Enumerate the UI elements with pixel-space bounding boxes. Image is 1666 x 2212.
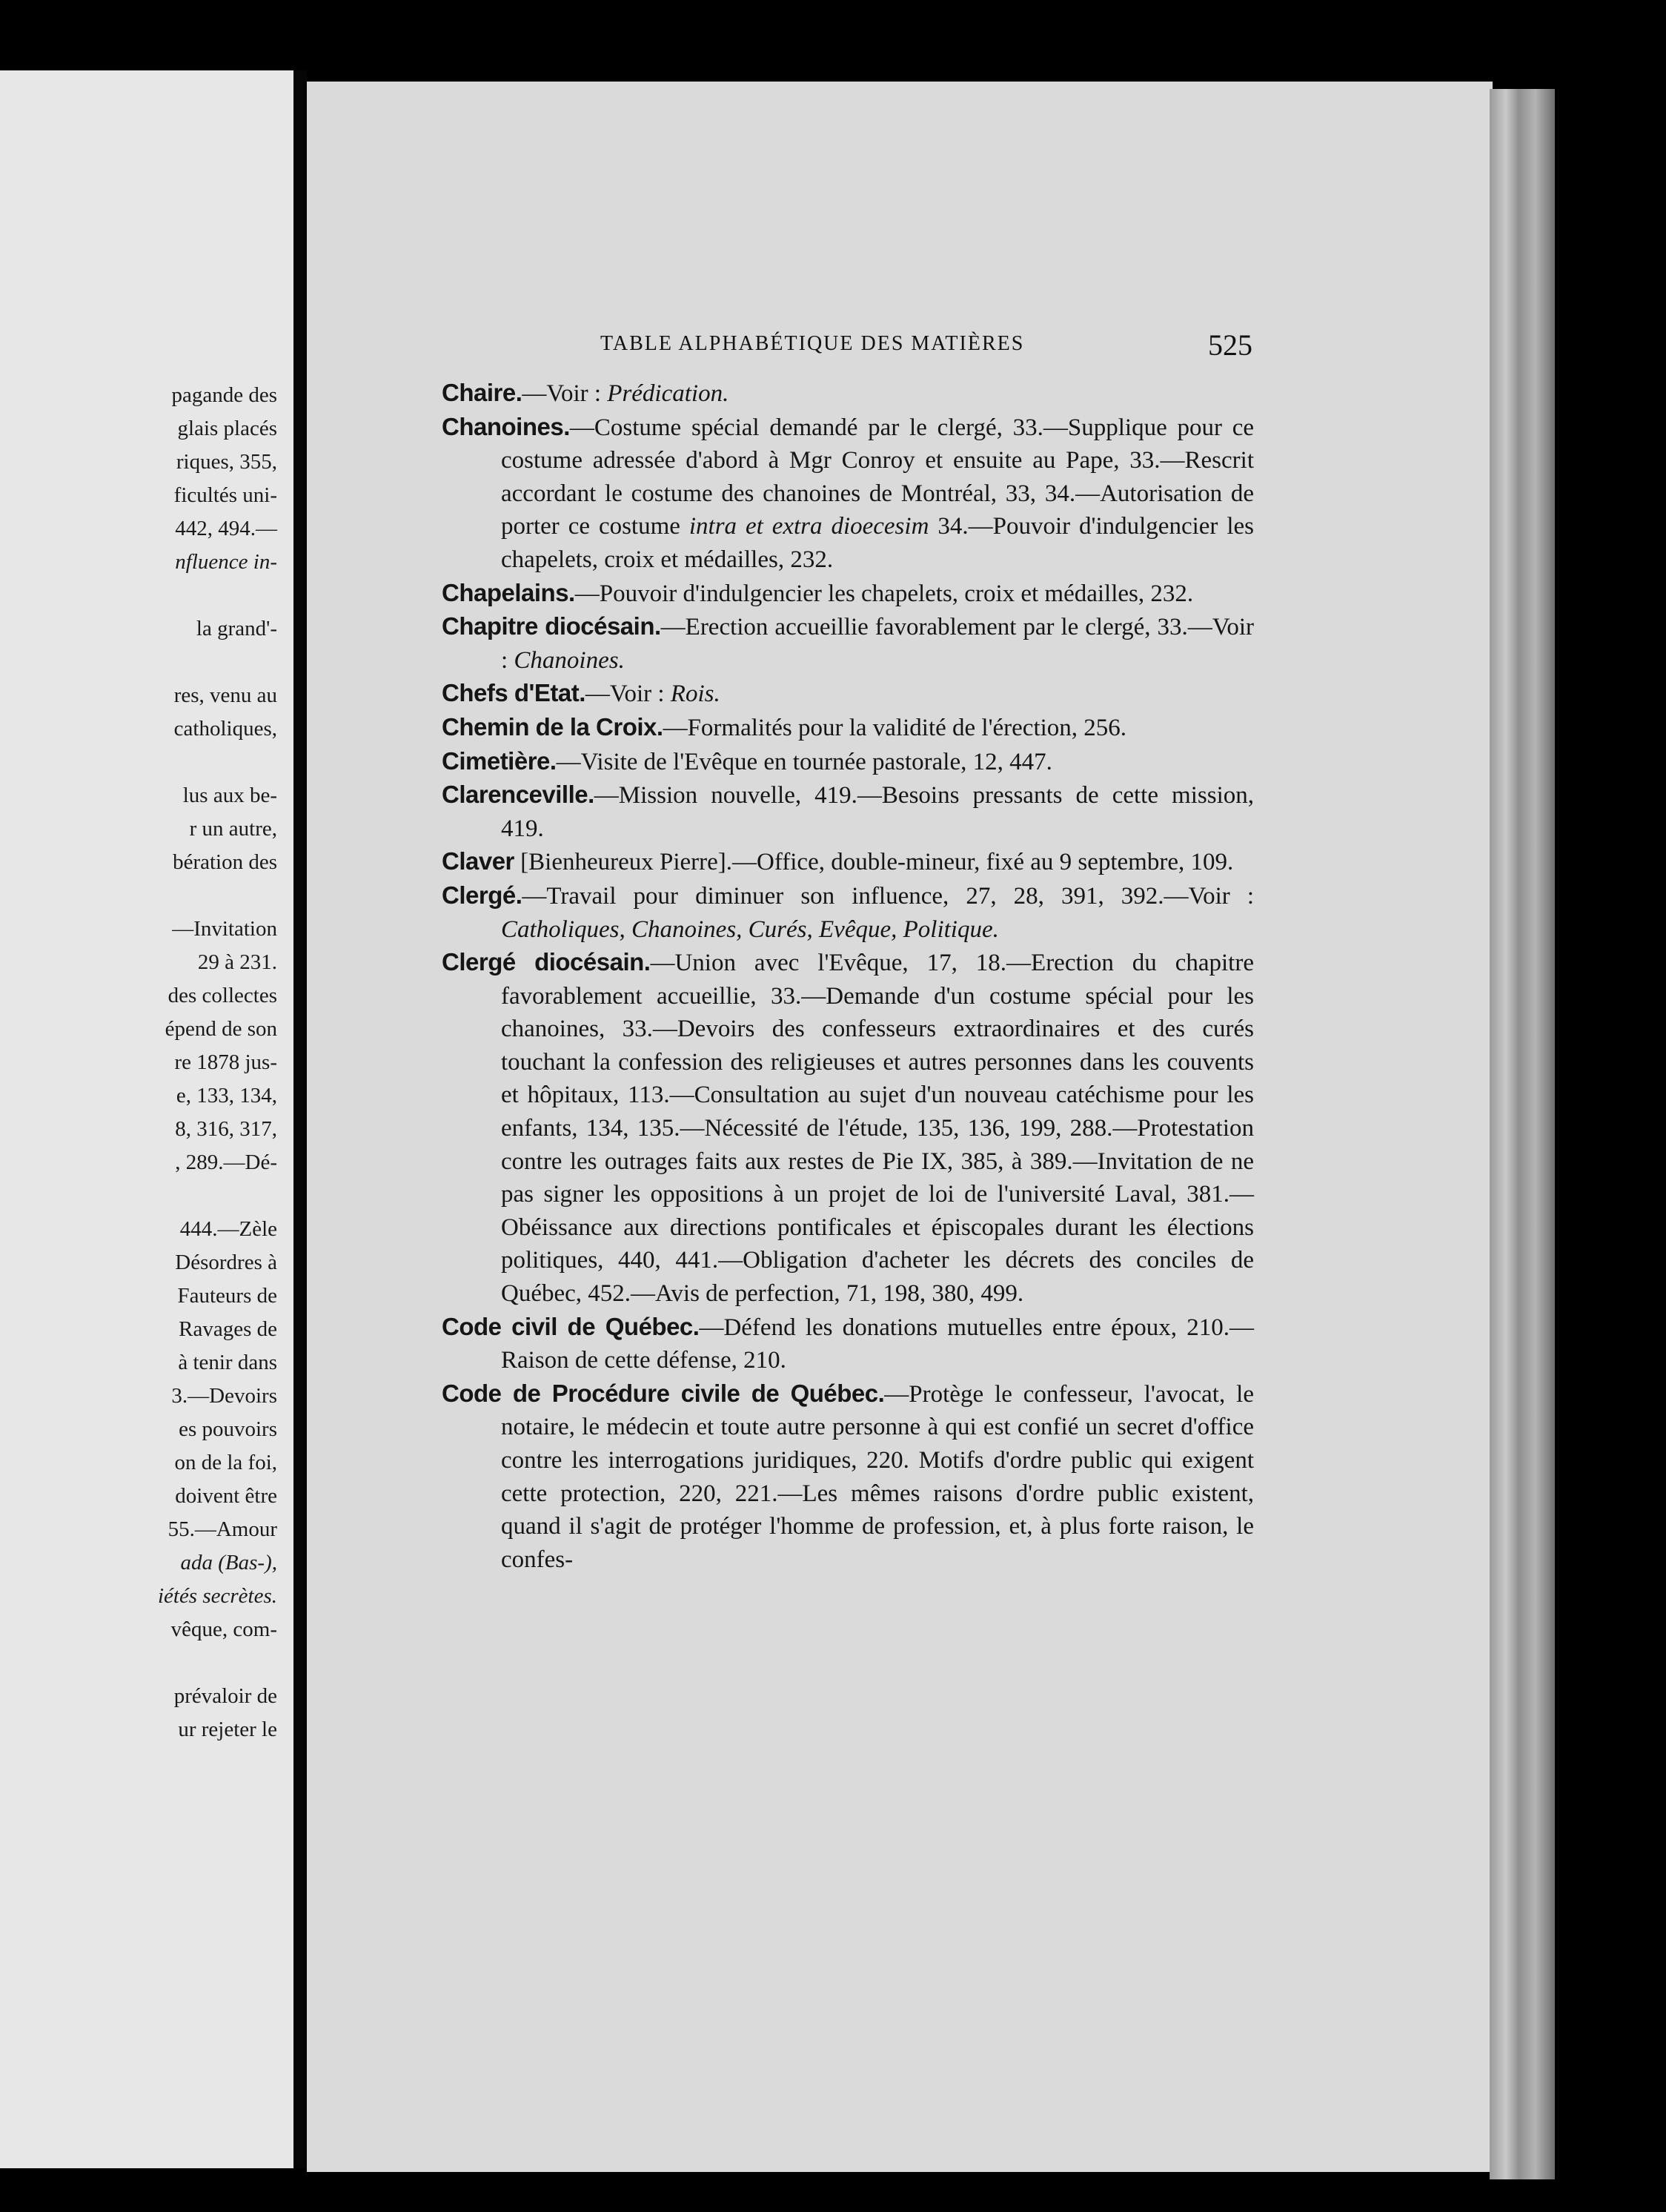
margin-text: re 1878 jus-: [174, 1050, 277, 1074]
index-term: Chemin de la Croix.: [442, 712, 663, 741]
page-number: 525: [1208, 328, 1252, 362]
margin-text: pagande des: [171, 383, 277, 407]
margin-text: —Invitation: [172, 917, 277, 941]
index-entry: [442, 711, 1254, 745]
margin-text: vêque, com-: [170, 1617, 277, 1641]
entry-text: —Visite de l'Evêque en tournée pastorale, 12, 447.: [556, 748, 1052, 775]
margin-text: 29 à 231.: [197, 950, 277, 974]
entry-text: —Formalités pour la validité de l'érection, 256.: [663, 714, 1127, 741]
margin-text: glais placés: [177, 417, 277, 440]
entry-text: —Erection accueillie favorablement par le clergé, 33.—Voir :: [501, 614, 1254, 674]
index-entry: [442, 946, 1254, 1311]
cross-reference: Rois.: [670, 681, 720, 708]
margin-text: 442, 494.—: [175, 517, 277, 540]
margin-text: on de la foi,: [174, 1451, 277, 1474]
margin-text: bération des: [173, 850, 277, 874]
entry-text: —Pouvoir d'indulgencier les chapelets, croix et médailles, 232.: [574, 580, 1194, 607]
index-entry: [442, 778, 1254, 845]
index-term: Clarenceville.: [442, 781, 594, 809]
margin-text: Fauteurs de: [177, 1284, 277, 1308]
margin-text: ficultés uni-: [173, 483, 277, 507]
index-term: Claver: [442, 847, 514, 875]
margin-text: la grand'-: [196, 617, 277, 640]
margin-text: lus aux be-: [182, 784, 277, 807]
entry-text: —Union avec l'Evêque, 17, 18.—Erection du chapitre favorablement accueillie, 33.—Demande d'un costume spécial pour les chanoines, 33.—Devoirs des confesseurs extraordinaires et des curés touchant la confession des religieuses et autres personnes dans les couvents et hôpitaux, 113.—Consultation au sujet d'un nouveau catéchisme pour les enfants, 134, 135.—Nécessité de l'étude, 135, 136, 199, 288.—Protestation contre les outrages faits aux restes de Pie IX, 385, à 389.—Invitation de ne pas signer les oppositions à un projet de loi de l'université Laval, 381.—Obéissance aux directions pontificales et épiscopales durant les élections politiques, 440, 441.—Obligation d'acheter les décrets des conciles de Québec, 452.—Avis de perfection, 71, 198, 380, 499.: [501, 950, 1254, 1308]
entry-text: —Travail pour diminuer son influence, 27, 28, 391, 392.—Voir :: [522, 882, 1254, 910]
cross-reference: intra et extra dioecesim: [688, 513, 929, 540]
margin-text: 444.—Zèle: [179, 1217, 277, 1241]
page-edge: [1490, 89, 1555, 2179]
margin-text: e, 133, 134,: [176, 1084, 277, 1107]
margin-text: ada (Bas-),: [180, 1551, 277, 1574]
margin-text: riques, 355,: [176, 450, 277, 474]
alphabetical-index: [442, 377, 1254, 1576]
cross-reference: Catholiques, Chanoines, Curés, Evêque, Politique.: [501, 915, 999, 943]
index-term: Clergé.: [442, 881, 522, 909]
entry-text: 34.—Pouvoir d'indulgencier les chapelets, croix et médailles, 232.: [501, 513, 1254, 573]
entry-text: —Défend les donations mutuelles entre époux, 210.—Raison de cette défense, 210.: [501, 1314, 1254, 1374]
margin-text: Ravages de: [179, 1317, 277, 1341]
index-term: Chapitre diocésain.: [442, 612, 661, 640]
index-term: Chefs d'Etat.: [442, 679, 585, 707]
index-entry: [442, 677, 1254, 711]
book-gutter: [293, 70, 307, 2168]
entry-text: [Bienheureux Pierre].—Office, double-mineur, fixé au 9 septembre, 109.: [514, 849, 1234, 876]
index-term: Chaire.: [442, 379, 522, 406]
margin-text: épend de son: [165, 1017, 277, 1041]
index-entry: [442, 577, 1254, 611]
margin-text: catholiques,: [173, 717, 277, 741]
index-entry: [442, 1311, 1254, 1377]
index-term: Clergé diocésain.: [442, 948, 651, 976]
index-entry: [442, 745, 1254, 779]
index-entry: [442, 411, 1254, 577]
page-title: TABLE ALPHABÉTIQUE DES MATIÈRES: [600, 332, 1025, 355]
index-entry: [442, 1377, 1254, 1577]
margin-text: prévaloir de: [173, 1684, 277, 1708]
margin-text: es pouvoirs: [179, 1417, 277, 1441]
index-entry: [442, 879, 1254, 946]
margin-text: 3.—Devoirs: [171, 1384, 277, 1408]
index-entry: [442, 845, 1254, 879]
entry-text: —Mission nouvelle, 419.—Besoins pressants de cette mission, 419.: [501, 782, 1254, 842]
entry-text: —Voir :: [522, 380, 608, 407]
margin-text: Désordres à: [175, 1251, 277, 1274]
index-term: Chanoines.: [442, 412, 570, 440]
margin-text: à tenir dans: [178, 1351, 277, 1374]
margin-text: iétés secrètes.: [157, 1584, 277, 1608]
margin-text: nfluence in-: [175, 550, 277, 574]
cross-reference: Prédication.: [607, 380, 729, 407]
margin-text: 8, 316, 317,: [175, 1117, 277, 1141]
margin-text: 55.—Amour: [167, 1517, 277, 1541]
margin-text: , 289.—Dé-: [175, 1150, 277, 1174]
margin-text: des collectes: [167, 984, 277, 1007]
index-term: Code civil de Québec.: [442, 1312, 700, 1340]
margin-text: res, venu au: [173, 683, 277, 707]
index-term: Cimetière.: [442, 746, 557, 775]
entry-text: —Protège le confesseur, l'avocat, le notaire, le médecin et toute autre personne à qui est confié un secret d'office contre les interrogations juridiques, 220. Motifs d'ordre public qui exigent cette protection, 220, 221.—Les mêmes raisons d'ordre public existent, quand il s'agit de protéger l'homme de profession, et, à plus forte raison, le confes-: [501, 1380, 1254, 1573]
index-term: Chapelains.: [442, 578, 575, 606]
margin-text: r un autre,: [189, 817, 277, 841]
running-header: [600, 328, 1252, 362]
entry-text: —Costume spécial demandé par le clergé, 33.—Supplique pour ce costume adressée d'abord à Mgr Conroy et ensuite au Pape, 33.—Rescrit accordant le costume des chanoines de Montréal, 33, 34.—Autorisation de porter ce costume: [501, 414, 1254, 540]
facing-page-fragment: [0, 70, 293, 2168]
index-entry: [442, 610, 1254, 677]
index-term: Code de Procédure civile de Québec.: [442, 1379, 885, 1407]
margin-text: ur rejeter le: [178, 1718, 277, 1741]
entry-text: —Voir :: [585, 681, 671, 708]
index-entry: [442, 377, 1254, 411]
margin-text: doivent être: [175, 1484, 277, 1508]
cross-reference: Chanoines.: [514, 646, 625, 674]
